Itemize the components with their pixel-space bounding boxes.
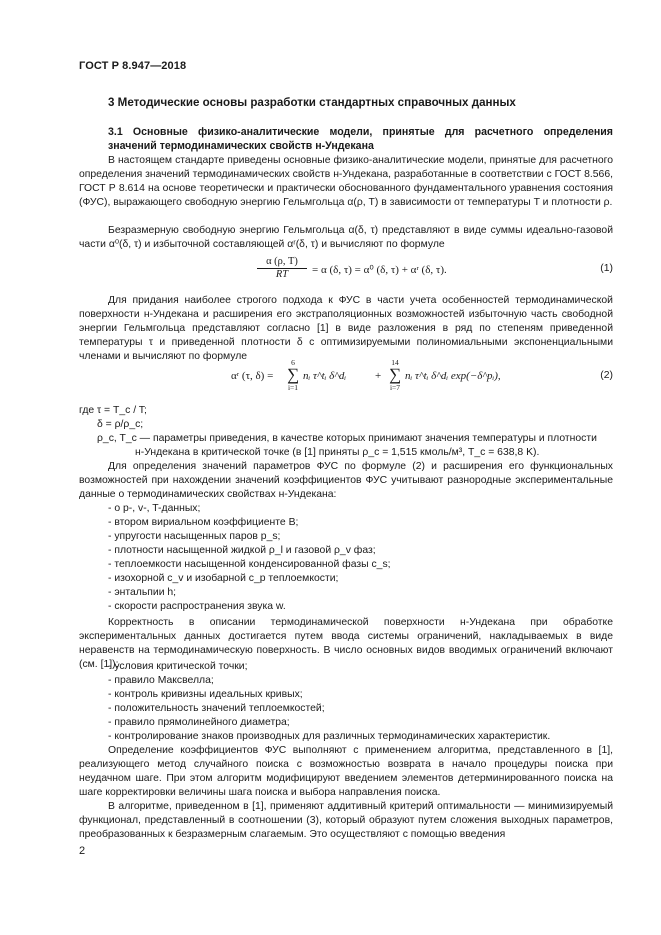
paragraph-1: В настоящем стандарте приведены основные физико-аналитические модели, принятые для расчетного определения значений термодинамических свойств н-Ундекана, разработанные в соответствии с ГОСТ 8.566, ГОСТ Р 8.614 на основе теоретически и практически обоснованного фундаментального уравнения состояния (ФУС), выражающего свободную энергию Гельмгольца α(ρ, T) в зависимости от температуры T и плотности ρ. <box>79 155 613 208</box>
formula-1-denominator: RT <box>275 269 289 280</box>
formula-2-term-1: nᵢ τ^tᵢ δ^dᵢ <box>303 370 347 382</box>
list-item: - втором вириальном коэффициенте B; <box>108 517 299 528</box>
constraints-list <box>79 660 613 744</box>
list-item: - изохорной c_v и изобарной c_p теплоемкости; <box>108 573 339 584</box>
sum-2-lower: i=7 <box>389 383 401 392</box>
list-item: - упругости насыщенных паров p_s; <box>108 531 281 542</box>
formula-2-sum-2: 14 ∑ i=7 <box>388 358 402 392</box>
where-line-1: где τ = T_c / T; <box>79 405 147 416</box>
list-item: - о p-, v-, T-данных; <box>108 503 201 514</box>
where-line-2: δ = ρ/ρ_c; <box>97 419 144 430</box>
paragraph-5: Корректность в описании термодинамической поверхности н-Ундекана при обработке экспериментальных данных достигается путем ввода системы ограничений, накладываемых в виде неравенств на термодинамическую поверхность. В число основных видов вводимых ограничений включают (см. [1]): <box>79 617 613 670</box>
subsection-title: 3.1 Основные физико-аналитические модели, принятые для расчетного определения значений термодинамических свойств н-Ундекана <box>108 126 613 152</box>
document-header: ГОСТ Р 8.947—2018 <box>79 60 187 72</box>
list-item: - правило прямолинейного диаметра; <box>108 717 290 728</box>
formula-2-sum-1: 6 ∑ i=1 <box>286 358 300 392</box>
formula-1-rhs: = α (δ, τ) = α⁰ (δ, τ) + αʳ (δ, τ). <box>312 264 447 276</box>
formula-2-plus: + <box>375 370 382 382</box>
formula-1-number: (1) <box>600 263 613 274</box>
paragraph-7: В алгоритме, приведенном в [1], применяют аддитивный критерий оптимальности — минимизируемый функционал, представленный в соотношении (3), который образуют путем сложения выходных параметров, преобразованных к безразмерным слагаемым. Это осуществляют с помощью введения <box>79 801 613 840</box>
formula-2-term-2: nᵢ τ^tᵢ δ^dᵢ exp(−δ^pᵢ), <box>405 370 501 382</box>
paragraph-2: Безразмерную свободную энергию Гельмгольца α(δ, τ) представляют в виде суммы идеально-газовой части α⁰(δ, τ) и избыточной составляющей αʳ(δ, τ) и вычисляют по формуле <box>79 225 613 250</box>
paragraph-3: Для придания наиболее строгого подхода к ФУС в части учета особенностей термодинамической поверхности н-Ундекана и расширения его экстраполяционных возможностей избыточную часть свободной энергии Гельмгольца представляют согласно [1] в виде разложения в ряд по степеням приведенной температуры τ и приведенной плотности δ с оптимизируемыми полиномиальными экспоненциальными членами и вычисляют по формуле <box>79 295 613 362</box>
paragraph-6: Определение коэффициентов ФУС выполняют с применением алгоритма, представленного в [1], реализующего метод случайного поиска с возможностью возврата в начало процедуры поиска при неудачном шаге. При этом алгоритм модифицируют введением элементов детерминированного поиска на шаге корректировки величины шага поиска и выбора направления поиска. <box>79 745 613 798</box>
page-number: 2 <box>79 845 86 857</box>
formula-2-lhs: αʳ (τ, δ) = <box>231 370 274 382</box>
where-line-4: н-Ундекана в критической точке (в [1] приняты ρ_c = 1,515 кмоль/м³, T_c = 638,8 K). <box>135 447 540 458</box>
list-item: - скорости распространения звука w. <box>108 601 286 612</box>
list-item: - энтальпии h; <box>108 587 177 598</box>
list-item: - теплоемкости насыщенной конденсированной фазы c_s; <box>108 559 391 570</box>
section-title: 3 Методические основы разработки стандартных справочных данных <box>108 96 516 109</box>
paragraph-4: Для определения значений параметров ФУС по формуле (2) и расширения его функциональных возможностей при нахождении значений коэффициентов ФУС учитывают разнородные экспериментальные данные о термодинамических свойствах н-Ундекана: <box>79 461 613 500</box>
sum-2-upper: 14 <box>391 358 399 367</box>
data-types-list <box>79 502 613 614</box>
formula-2 <box>79 358 613 396</box>
sum-1-lower: i=1 <box>287 383 299 392</box>
formula-1-numerator: α (ρ, T) <box>257 256 307 269</box>
formula-1 <box>79 256 613 286</box>
formula-2-number: (2) <box>600 370 613 381</box>
where-line-3: ρ_c, T_c — параметры приведения, в качестве которых принимают значения температуры и плотности <box>97 433 597 444</box>
list-item: - контроль кривизны идеальных кривых; <box>108 689 303 700</box>
list-item: - правило Максвелла; <box>108 675 214 686</box>
list-item: - плотности насыщенной жидкой ρ_l и газовой ρ_v фаз; <box>108 545 376 556</box>
list-item: - положительность значений теплоемкостей; <box>108 703 325 714</box>
list-item: - условия критической точки; <box>108 661 248 672</box>
sum-1-upper: 6 <box>291 358 295 367</box>
list-item: - контролирование знаков производных для различных термодинамических характеристик. <box>108 731 551 742</box>
